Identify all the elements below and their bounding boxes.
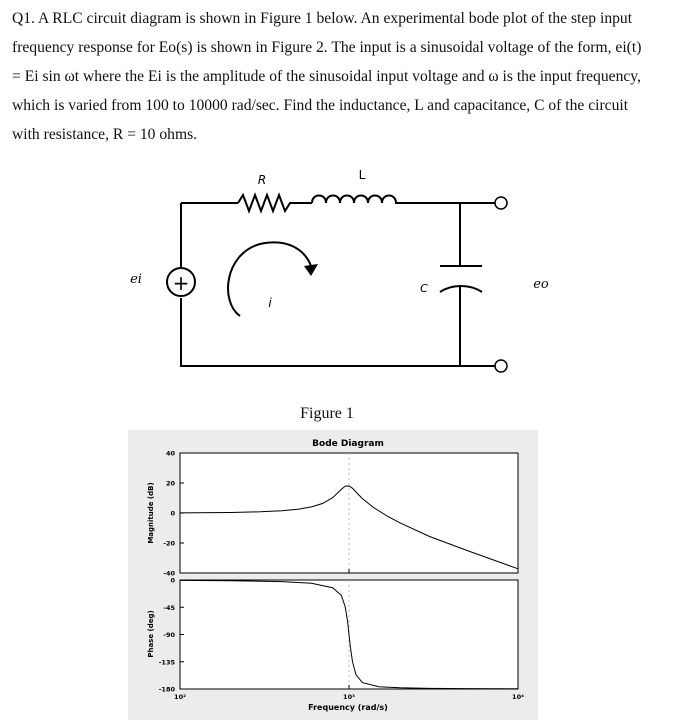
source-plus-sign: + bbox=[172, 271, 190, 295]
question-text bbox=[12, 4, 690, 149]
question-line: = Ei sin ωt where the Ei is the amplitude of the sinusoidal input voltage and ω is the input frequency, bbox=[12, 68, 641, 85]
circuit-wire bbox=[181, 298, 495, 366]
y-tick-label: -20 bbox=[163, 539, 175, 548]
chart-title: Bode Diagram bbox=[312, 439, 384, 449]
y-tick-label: 0 bbox=[170, 509, 175, 518]
y-tick-label: -135 bbox=[158, 658, 175, 667]
figure-1-caption: Figure 1 bbox=[300, 405, 354, 422]
y-tick-label: -45 bbox=[163, 603, 175, 612]
capacitor-label: C bbox=[420, 282, 428, 295]
magnitude-axis-label: Magnitude (dB) bbox=[147, 482, 155, 544]
output-voltage-label: eo bbox=[533, 277, 549, 292]
inductor-label: L bbox=[358, 168, 366, 182]
y-tick-label: 40 bbox=[165, 449, 175, 458]
bode-diagram bbox=[128, 430, 538, 720]
y-tick-label: -180 bbox=[158, 685, 175, 694]
x-tick-label: 10³ bbox=[343, 693, 355, 701]
output-terminal-bottom bbox=[495, 360, 507, 372]
input-voltage-label: ei bbox=[130, 272, 142, 287]
resistor bbox=[238, 195, 312, 211]
current-label: i bbox=[268, 296, 272, 310]
x-tick-label: 10² bbox=[174, 693, 186, 701]
resistor-label: R bbox=[257, 173, 267, 187]
question-line: frequency response for Eo(s) is shown in Figure 2. The input is a sinusoidal voltage of the form, ei(t) bbox=[12, 39, 642, 56]
y-tick-label: 0 bbox=[170, 576, 175, 585]
rlc-circuit-diagram bbox=[0, 150, 695, 380]
output-terminal-top bbox=[495, 197, 507, 209]
inductor bbox=[312, 196, 410, 204]
phase-axis-label: Phase (deg) bbox=[147, 610, 155, 658]
question-line: Q1. A RLC circuit diagram is shown in Figure 1 below. An experimental bode plot of the step input bbox=[12, 10, 633, 27]
frequency-axis-label: Frequency (rad/s) bbox=[308, 703, 388, 712]
current-arrowhead bbox=[304, 264, 318, 276]
y-tick-label: -90 bbox=[163, 631, 175, 639]
y-tick-label: -40 bbox=[163, 569, 175, 578]
y-tick-label: 20 bbox=[165, 479, 175, 488]
x-tick-label: 10⁴ bbox=[512, 693, 524, 701]
question-line: which is varied from 100 to 10000 rad/sec. Find the inductance, L and capacitance, C of the circuit bbox=[12, 97, 629, 114]
question-line: with resistance, R = 10 ohms. bbox=[12, 126, 198, 143]
